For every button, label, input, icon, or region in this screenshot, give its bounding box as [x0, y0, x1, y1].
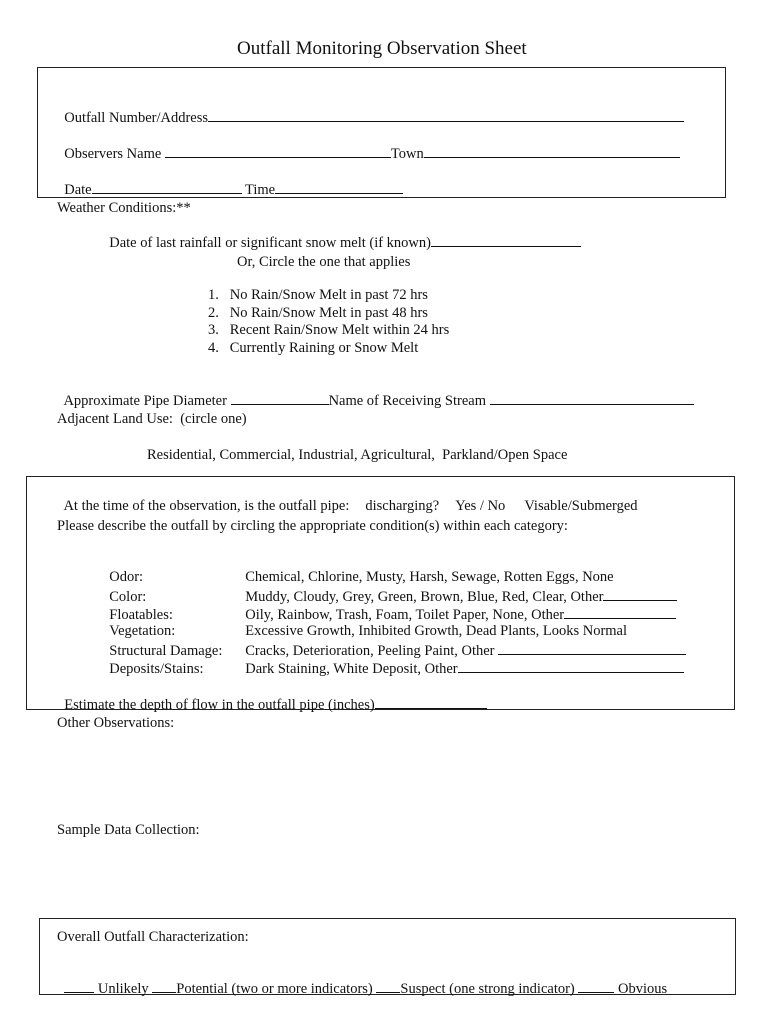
discharge-row: [57, 484, 638, 513]
depth-label: Estimate the depth of flow in the outfall pipe (inches): [64, 696, 375, 713]
other-observations-label: Other Observations:: [57, 715, 175, 731]
page-title: Outfall Monitoring Observation Sheet: [237, 38, 527, 59]
category-label: Deposits/Stains:: [109, 660, 204, 677]
weather-option[interactable]: 2. No Rain/Snow Melt in past 48 hrs: [208, 305, 428, 321]
characterization-heading: Overall Outfall Characterization:: [57, 929, 249, 945]
outfall-number-field[interactable]: [208, 109, 684, 122]
depth-row: [57, 681, 487, 712]
pipe-diameter-label: Approximate Pipe Diameter: [63, 392, 227, 409]
category-label: Color:: [109, 588, 147, 605]
circle-prompt: Or, Circle the one that applies: [237, 254, 411, 270]
other-observations-area[interactable]: [57, 738, 727, 816]
category-options[interactable]: Muddy, Cloudy, Grey, Green, Brown, Blue, Red, Clear, Other: [245, 588, 604, 605]
discharge-question: At the time of the observation, is the outfall pipe:: [63, 497, 350, 514]
category-options[interactable]: Chemical, Chlorine, Musty, Harsh, Sewage, Rotten Eggs, None: [245, 568, 614, 585]
characterization-option[interactable]: Obvious: [618, 980, 668, 997]
observers-row: [57, 130, 680, 161]
date-label: Date: [64, 181, 92, 198]
category-options[interactable]: Oily, Rainbow, Trash, Foam, Toilet Paper, None, Other: [245, 606, 565, 623]
date-time-row: [57, 166, 403, 197]
observers-name-field[interactable]: [165, 145, 391, 158]
weather-option[interactable]: 1. No Rain/Snow Melt in past 72 hrs: [208, 287, 428, 303]
last-rainfall-row: [102, 219, 581, 250]
category-label: Structural Damage:: [109, 642, 223, 659]
category-options[interactable]: Excessive Growth, Inhibited Growth, Dead Plants, Looks Normal: [245, 622, 628, 639]
weather-option[interactable]: 4. Currently Raining or Snow Melt: [208, 340, 419, 356]
time-field[interactable]: [275, 181, 403, 194]
characterization-option[interactable]: Potential (two or more indicators): [176, 980, 373, 997]
pipe-diameter-field[interactable]: [231, 392, 329, 405]
observers-name-label: Observers Name: [64, 145, 162, 162]
potential-blank[interactable]: [152, 980, 176, 993]
weather-option[interactable]: 3. Recent Rain/Snow Melt within 24 hrs: [208, 322, 450, 338]
deposits-other-field[interactable]: [458, 660, 684, 673]
receiving-stream-field[interactable]: [490, 392, 694, 405]
category-row-deposits: [102, 642, 684, 677]
outfall-number-label: Outfall Number/Address: [64, 109, 209, 126]
category-label: Vegetation:: [109, 622, 176, 639]
last-rainfall-label: Date of last rainfall or significant snow melt (if known): [109, 234, 431, 251]
sample-collection-label: Sample Data Collection:: [57, 822, 200, 838]
depth-field[interactable]: [375, 696, 487, 709]
town-label: Town: [390, 145, 424, 162]
characterization-option[interactable]: Unlikely: [97, 980, 149, 997]
category-options[interactable]: Cracks, Deterioration, Peeling Paint, Other: [245, 642, 499, 659]
town-field[interactable]: [424, 145, 680, 158]
characterization-option[interactable]: Suspect (one strong indicator): [400, 980, 575, 997]
receiving-stream-label: Name of Receiving Stream: [328, 392, 486, 409]
outfall-number-row: [57, 94, 684, 125]
obvious-blank[interactable]: [578, 980, 614, 993]
pipe-row: [57, 377, 694, 408]
date-field[interactable]: [92, 181, 242, 194]
suspect-blank[interactable]: [376, 980, 400, 993]
yes-no-option[interactable]: Yes / No: [455, 497, 506, 514]
category-label: Floatables:: [109, 606, 173, 623]
time-label: Time: [245, 181, 276, 198]
category-label: Odor:: [109, 568, 144, 585]
land-use-options[interactable]: Residential, Commercial, Industrial, Agricultural, Parkland/Open Space: [147, 447, 568, 463]
describe-instruction: Please describe the outfall by circling the appropriate condition(s) within each category:: [57, 518, 568, 534]
weather-heading: Weather Conditions:**: [57, 200, 191, 216]
sample-collection-area[interactable]: [57, 845, 727, 911]
discharging-label: discharging?: [365, 497, 440, 514]
category-options[interactable]: Dark Staining, White Deposit, Other: [245, 660, 458, 677]
land-use-label: Adjacent Land Use: (circle one): [57, 411, 247, 427]
last-rainfall-field[interactable]: [431, 234, 581, 247]
unlikely-blank[interactable]: [64, 980, 94, 993]
visibility-option[interactable]: Visable/Submerged: [524, 497, 638, 514]
characterization-row: [57, 965, 667, 996]
